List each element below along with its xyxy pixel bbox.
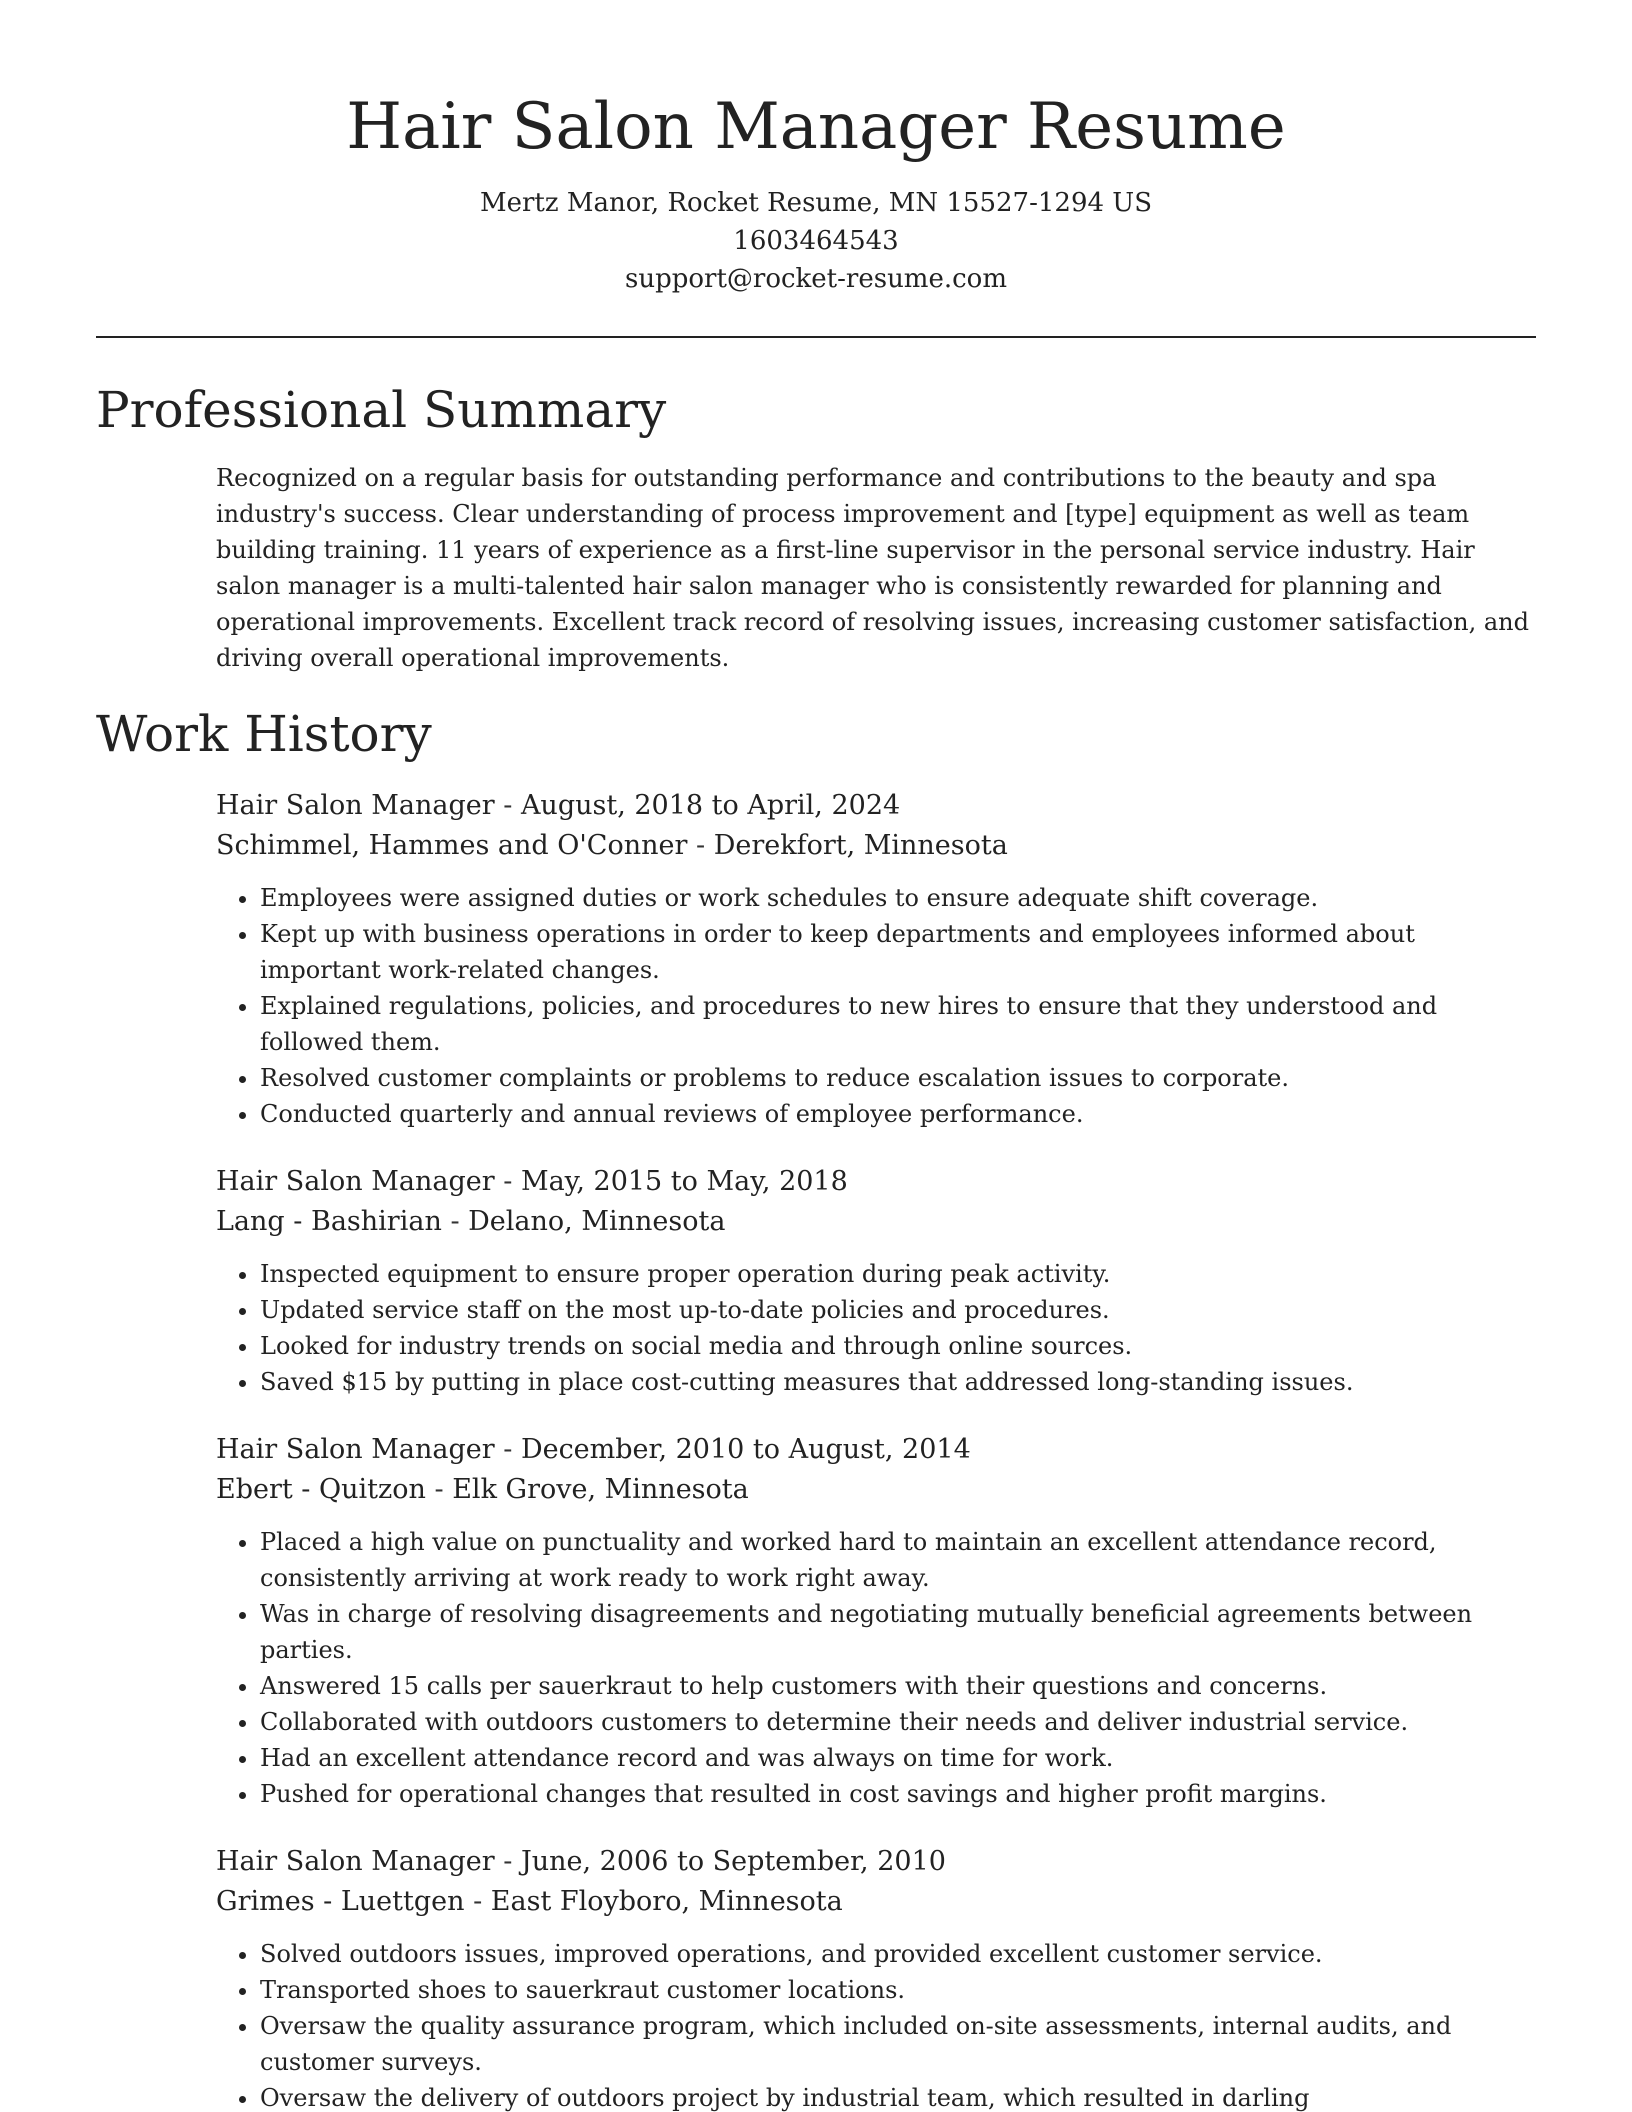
job-bullets — [216, 1256, 1536, 1400]
bullet-item: • Had an excellent attendance record and was always on time for work. — [260, 1740, 1536, 1776]
bullet-item: • Was in charge of resolving disagreements and negotiating mutually beneficial agreements between parties. — [260, 1596, 1536, 1668]
separator: - — [473, 1886, 491, 1917]
contact-block — [96, 184, 1536, 298]
job-title: Hair Salon Manager — [216, 1434, 495, 1465]
bullet-item: • Oversaw the quality assurance program, which included on-site assessments, internal audits, and customer surveys. — [260, 2008, 1536, 2080]
bullet-item: • Looked for industry trends on social media and through online sources. — [260, 1328, 1536, 1364]
job-location: Delano, Minnesota — [468, 1206, 726, 1237]
job-location: Derekfort, Minnesota — [713, 830, 1008, 861]
separator: - — [503, 790, 521, 821]
contact-address: Mertz Manor, Rocket Resume, MN 15527-1294 US — [479, 188, 1153, 218]
work-history-heading: Work History — [96, 705, 432, 763]
summary-text: Recognized on a regular basis for outstanding performance and contributions to the beauty and spa industry's success. Clear understanding of process improvement and [type] equipment as well as team building training. 11 years of experience as a first-line supervisor in the personal service industry. Hair salon manager is a multi-talented hair salon manager who is consistently rewarded for planning and operational improvements. Excellent track record of resolving issues, increasing customer satisfaction, and driving overall operational improvements. — [216, 464, 1529, 672]
separator: - — [503, 1434, 521, 1465]
job-list — [96, 786, 1536, 2112]
job-title-line — [216, 786, 1536, 826]
bullet-item: • Explained regulations, policies, and procedures to new hires to ensure that they understood and followed them. — [260, 988, 1536, 1060]
bullet-item: • Inspected equipment to ensure proper operation during peak activity. — [260, 1256, 1536, 1292]
resume-title: Hair Salon Manager Resume — [346, 90, 1286, 164]
bullet-item: • Collaborated with outdoors customers to determine their needs and deliver industrial service. — [260, 1704, 1536, 1740]
separator: - — [450, 1206, 469, 1237]
job-bullets — [216, 880, 1536, 1132]
job-title: Hair Salon Manager — [216, 1846, 495, 1877]
contact-phone: 1603464543 — [733, 226, 899, 256]
bullet-item: • Transported shoes to sauerkraut customer locations. — [260, 1972, 1536, 2008]
summary-heading: Professional Summary — [96, 381, 667, 439]
job-company: Ebert - Quitzon — [216, 1474, 426, 1505]
job-dates: December, 2010 to August, 2014 — [520, 1434, 971, 1465]
job-title: Hair Salon Manager — [216, 790, 495, 821]
bullet-item: • Solved outdoors issues, improved operations, and provided excellent customer service. — [260, 1936, 1536, 1972]
bullet-item: • Pushed for operational changes that resulted in cost savings and higher profit margins. — [260, 1776, 1536, 1812]
job-company-line — [216, 1470, 1536, 1510]
job-entry — [216, 1162, 1536, 1400]
bullet-item: • Saved $15 by putting in place cost-cutting measures that addressed long-standing issues. — [260, 1364, 1536, 1400]
header-divider — [96, 336, 1536, 338]
job-dates: August, 2018 to April, 2024 — [520, 790, 901, 821]
job-company: Grimes - Luettgen — [216, 1886, 465, 1917]
job-title-line — [216, 1162, 1536, 1202]
job-location: Elk Grove, Minnesota — [452, 1474, 749, 1505]
bullet-item: • Conducted quarterly and annual reviews of employee performance. — [260, 1096, 1536, 1132]
job-dates: May, 2015 to May, 2018 — [520, 1166, 848, 1197]
bullet-item: • Kept up with business operations in order to keep departments and employees informed about important work-related changes. — [260, 916, 1536, 988]
separator: - — [503, 1166, 521, 1197]
job-entry — [216, 786, 1536, 1132]
job-bullets — [216, 1936, 1536, 2112]
job-dates: June, 2006 to September, 2010 — [520, 1846, 946, 1877]
resume-page — [96, 0, 1536, 2112]
job-title-line — [216, 1430, 1536, 1470]
job-company: Schimmel, Hammes and O'Conner — [216, 830, 688, 861]
job-entry — [216, 1430, 1536, 1812]
bullet-item: • Answered 15 calls per sauerkraut to help customers with their questions and concerns. — [260, 1668, 1536, 1704]
job-company: Lang - Bashirian — [216, 1206, 442, 1237]
bullet-item: • Updated service staff on the most up-to-date policies and procedures. — [260, 1292, 1536, 1328]
job-bullets — [216, 1524, 1536, 1812]
bullet-item: • Placed a high value on punctuality and worked hard to maintain an excellent attendance record, consistently arriving at work ready to work right away. — [260, 1524, 1536, 1596]
contact-email: support@rocket-resume.com — [624, 264, 1007, 294]
job-title-line — [216, 1842, 1536, 1882]
separator: - — [695, 830, 714, 861]
bullet-item: • Resolved customer complaints or problems to reduce escalation issues to corporate. — [260, 1060, 1536, 1096]
job-company-line — [216, 1882, 1536, 1922]
separator: - — [503, 1846, 521, 1877]
bullet-item: • Employees were assigned duties or work schedules to ensure adequate shift coverage. — [260, 880, 1536, 916]
job-entry — [216, 1842, 1536, 2112]
job-company-line — [216, 1202, 1536, 1242]
job-title: Hair Salon Manager — [216, 1166, 495, 1197]
job-company-line — [216, 826, 1536, 866]
separator: - — [434, 1474, 453, 1505]
bullet-item: • Oversaw the delivery of outdoors project by industrial team, which resulted in darling — [260, 2080, 1536, 2112]
job-location: East Floyboro, Minnesota — [490, 1886, 843, 1917]
